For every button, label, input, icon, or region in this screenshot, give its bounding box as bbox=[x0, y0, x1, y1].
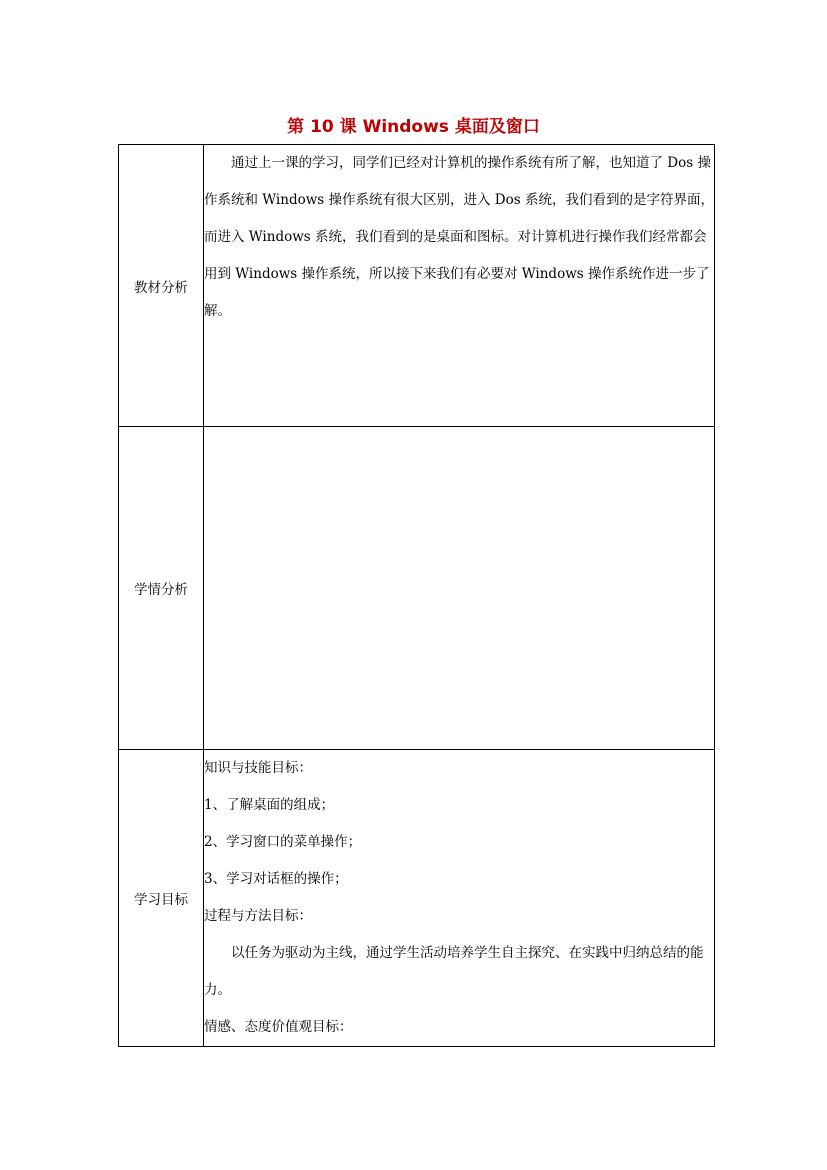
learning-goals-cell bbox=[204, 750, 715, 1047]
row-label-student-analysis: 学情分析 bbox=[119, 427, 204, 750]
goal-line-process-method: 过程与方法目标： bbox=[204, 908, 312, 924]
textbook-analysis-cell bbox=[204, 145, 715, 427]
textbook-analysis-text: 通过上一课的学习，同学们已经对计算机的操作系统有所了解，也知道了 Dos 操作系统和 Windows 操作系统有很大区别，进入 Dos 系统，我们看到的是字符界面，而进入 Windows 系统，我们看到的是桌面和图标。对计算机进行操作我们经常都会用到 Windows 操作系统，所以接下来我们有必要对 Windows 操作系统作进一步了解。 bbox=[204, 155, 714, 319]
goal-line-attitude-values: 情感、态度价值观目标： bbox=[204, 1019, 353, 1035]
table-row bbox=[119, 427, 715, 750]
lesson-table bbox=[118, 144, 715, 1047]
goal-line-1: 1、了解桌面的组成； bbox=[204, 797, 335, 813]
goal-line-3: 3、学习对话框的操作； bbox=[204, 871, 348, 887]
goal-line-2: 2、学习窗口的菜单操作； bbox=[204, 834, 362, 850]
goal-line-knowledge-skills: 知识与技能目标： bbox=[204, 760, 312, 776]
table-row bbox=[119, 750, 715, 1047]
page-title: 第 10 课 Windows 桌面及窗口 bbox=[287, 117, 540, 137]
row-label-learning-goals: 学习目标 bbox=[119, 750, 204, 1047]
row-label-textbook-analysis: 教材分析 bbox=[119, 145, 204, 427]
student-analysis-cell bbox=[204, 427, 715, 750]
table-row bbox=[119, 145, 715, 427]
goal-line-process-text: 以任务为驱动为主线，通过学生活动培养学生自主探究、在实践中归纳总结的能力。 bbox=[204, 945, 704, 998]
